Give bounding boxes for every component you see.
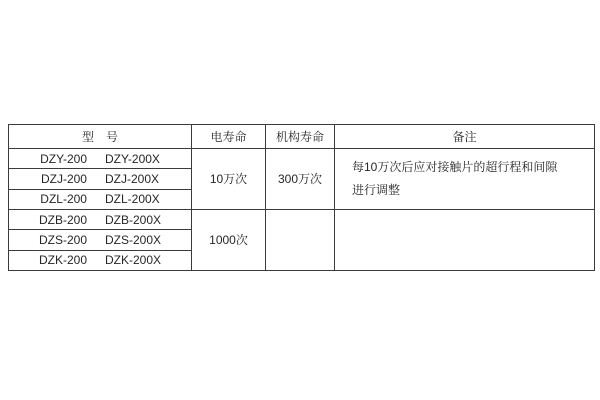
model-cell-dzk (9, 250, 192, 270)
model-name: DZB-200 (38, 212, 87, 227)
model-cell-dzb (9, 209, 192, 229)
remarks-line-1: 每10万次后应对接触片的超行程和间隙 (352, 159, 558, 174)
header-cell-remarks: 备注 (335, 125, 595, 149)
model-name-variant: DZS-200X (105, 232, 162, 247)
header-cell-electrical-life: 电寿命 (192, 125, 266, 149)
remarks-line-2: 进行调整 (352, 182, 401, 197)
model-cell-dzs (9, 230, 192, 250)
mechanical-life-cell-group1: 300万次 (266, 149, 335, 210)
model-name-variant: DZB-200X (105, 212, 162, 227)
model-name-variant: DZK-200X (105, 253, 162, 268)
model-name: DZL-200 (40, 192, 87, 207)
electrical-life-cell-group2: 1000次 (192, 209, 266, 270)
remarks-cell-group2 (335, 209, 595, 270)
model-name: DZJ-200 (40, 171, 87, 186)
header-cell-model: 型 号 (9, 125, 192, 149)
model-name: DZS-200 (38, 232, 87, 247)
model-name: DZY-200 (40, 151, 87, 166)
model-cell-dzy (9, 149, 192, 169)
electrical-life-cell-group1: 10万次 (192, 149, 266, 210)
header-cell-mechanical-life: 机构寿命 (266, 125, 335, 149)
remarks-cell-group1 (335, 149, 595, 210)
mechanical-life-cell-group2 (266, 209, 335, 270)
table-row-dzb (9, 209, 595, 229)
header-row (9, 125, 595, 149)
model-name-variant: DZY-200X (105, 151, 160, 166)
relay-life-spec-table (8, 124, 595, 271)
model-name: DZK-200 (38, 253, 87, 268)
model-name-variant: DZL-200X (104, 192, 160, 207)
table-row-dzy (9, 149, 595, 169)
model-cell-dzl (9, 189, 192, 209)
model-cell-dzj (9, 169, 192, 189)
model-name-variant: DZJ-200X (104, 171, 160, 186)
